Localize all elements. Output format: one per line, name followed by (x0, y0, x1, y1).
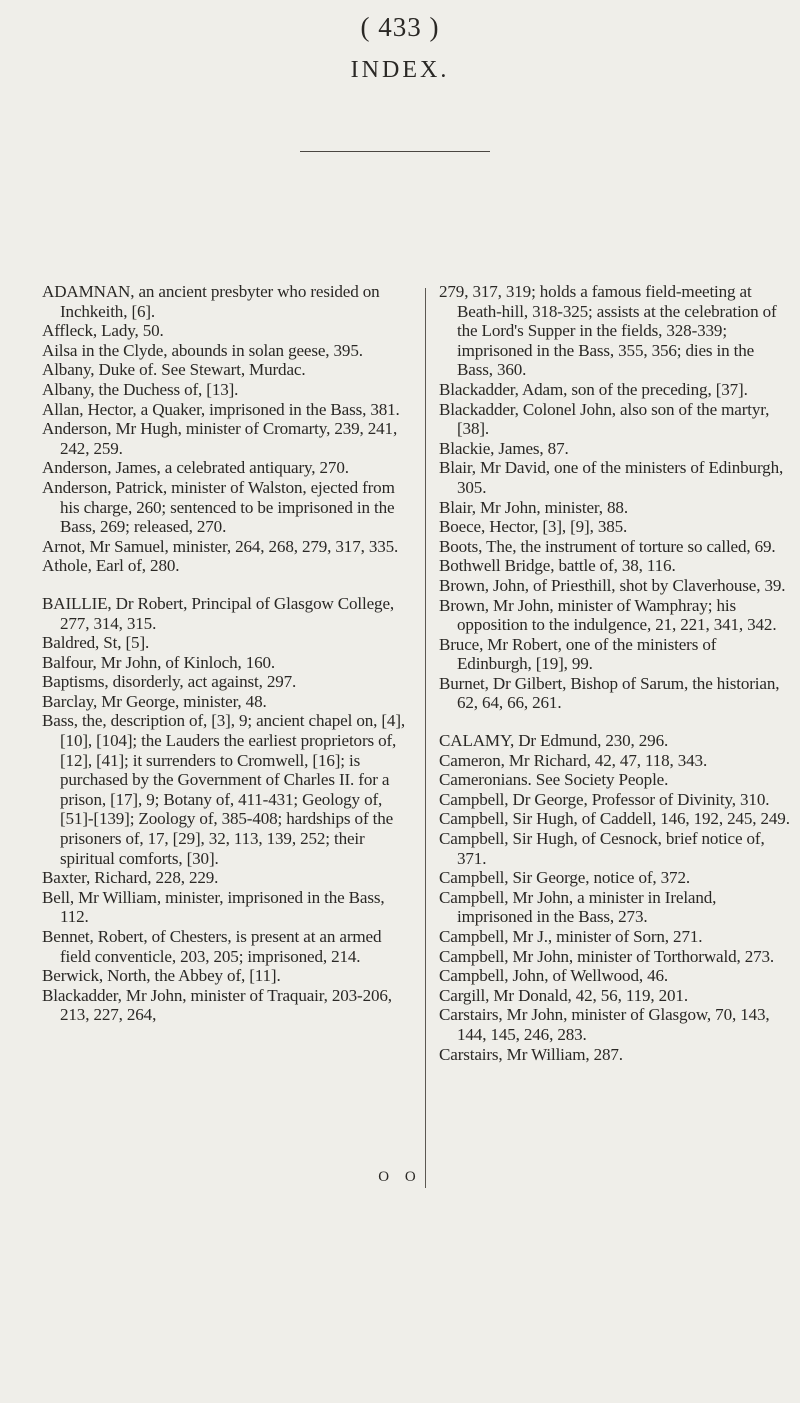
index-entry: Campbell, Mr John, minister of Torthorwald, 273. (439, 946, 775, 966)
index-entry: Bothwell Bridge, battle of, 38, 116. (439, 556, 676, 576)
index-entry: Blair, Mr John, minister, 88. (439, 497, 628, 517)
index-entry: Boece, Hector, [3], [9], 385. (439, 517, 628, 537)
page-title: INDEX. (350, 57, 450, 83)
index-entry: Boots, The, the instrument of torture so called, 69. (439, 536, 776, 556)
index-entry: Campbell, Mr J., minister of Sorn, 271. (439, 927, 703, 946)
index-entry: ADAMNAN, an ancient presbyter who resided on Inchkeith, [6]. (42, 282, 380, 321)
index-entry: Blackie, James, 87. (439, 438, 569, 458)
index-entry: Anderson, Patrick, minister of Walston, ejected from his charge, 260; sentenced to be imprisoned in the Bass, 269; released, 270. (42, 477, 395, 537)
index-entry: Campbell, Sir Hugh, of Caddell, 146, 192, 245, 249. (439, 809, 790, 829)
index-entry: Anderson, Mr Hugh, minister of Cromarty, 239, 241, 242, 259. (42, 419, 398, 458)
page-number: ( 433 ) (360, 12, 440, 42)
index-entry: Bell, Mr William, minister, imprisoned in the Bass, 112. (42, 887, 385, 927)
index-entry: Carstairs, Mr John, minister of Glasgow, 70, 143, 144, 145, 246, 283. (439, 1005, 770, 1044)
index-entry: Campbell, John, of Wellwood, 46. (439, 966, 669, 986)
index-entry: Anderson, James, a celebrated antiquary, 270. (42, 458, 349, 478)
index-entry: Carstairs, Mr William, 287. (439, 1044, 623, 1064)
index-entry: 279, 317, 319; holds a famous field-meeting at Beath-hill, 318-325; assists at the celebration of the Lord's Supper in the fields, 328-339; imprisoned in the Bass, 355, 356; dies in the Bass, 360. (439, 282, 777, 380)
index-entry: Albany, the Duchess of, [13]. (42, 379, 239, 399)
signature-mark: O O (378, 1169, 422, 1185)
index-entry: Cameronians. See Society People. (439, 770, 669, 790)
index-entry: Campbell, Dr George, Professor of Divinity, 310. (439, 789, 770, 809)
index-entry: Brown, Mr John, minister of Wamphray; his opposition to the indulgence, 21, 221, 341, 342. (439, 595, 777, 635)
index-entry: Athole, Earl of, 280. (42, 556, 180, 576)
title-rule (300, 151, 490, 152)
index-entry: Campbell, Mr John, a minister in Ireland, imprisoned in the Bass, 273. (439, 887, 717, 927)
index-entry: Baptisms, disorderly, act against, 297. (42, 672, 297, 692)
index-entry: Allan, Hector, a Quaker, imprisoned in the Bass, 381. (42, 399, 400, 419)
index-entry: Blair, Mr David, one of the ministers of Edinburgh, 305. (439, 458, 784, 497)
index-entry: Cameron, Mr Richard, 42, 47, 118, 343. (439, 750, 708, 770)
index-entry: Bennet, Robert, of Chesters, is present at an armed field conventicle, 203, 205; imprisoned, 214. (42, 927, 382, 966)
index-entry: Blackadder, Adam, son of the preceding, [37]. (439, 379, 748, 399)
index-entry: Arnot, Mr Samuel, minister, 264, 268, 279, 317, 335. (42, 536, 399, 556)
index-entry: Bass, the, description of, [3], 9; ancient chapel on, [4], [10], [104]; the Lauders the earliest proprietors of, [12], [41]; it surrenders to Cromwell, [16]; is purchased by the Government of Charles II. for a prison, [17], 9; Botany of, 411-431; Geology of, [51]-[139]; Zoology of, 385-408; hardships of the prisoners of, 17, [29], 32, 113, 139, 252; their spiritual comforts, [30]. (42, 711, 405, 868)
index-entry: BAILLIE, Dr Robert, Principal of Glasgow College, 277, 314, 315. (42, 593, 395, 633)
index-entry: Campbell, Sir George, notice of, 372. (439, 868, 690, 888)
index-entry: CALAMY, Dr Edmund, 230, 296. (439, 731, 669, 751)
index-entry: Burnet, Dr Gilbert, Bishop of Sarum, the historian, 62, 64, 66, 261. (439, 673, 780, 713)
index-entry: Bruce, Mr Robert, one of the ministers of Edinburgh, [19], 99. (439, 634, 717, 674)
index-entry: Campbell, Sir Hugh, of Cesnock, brief notice of, 371. (439, 829, 765, 868)
index-entry: Cargill, Mr Donald, 42, 56, 119, 201. (439, 985, 688, 1005)
index-entry: Blackadder, Colonel John, also son of the martyr, [38]. (439, 399, 770, 439)
index-entry: Albany, Duke of. See Stewart, Murdac. (42, 360, 306, 380)
index-entry: Brown, John, of Priesthill, shot by Claverhouse, 39. (439, 575, 786, 595)
index-entry: Baldred, St, [5]. (42, 633, 150, 653)
index-entry: Baxter, Richard, 228, 229. (42, 868, 219, 888)
index-column-right (439, 282, 793, 1064)
index-entry: Barclay, Mr George, minister, 48. (42, 691, 267, 711)
index-entry: Affleck, Lady, 50. (42, 321, 164, 341)
column-divider (425, 288, 426, 1188)
index-column-left (42, 282, 412, 1025)
index-entry: Ailsa in the Clyde, abounds in solan geese, 395. (42, 340, 363, 360)
index-entry: Blackadder, Mr John, minister of Traquair, 203-206, 213, 227, 264, (42, 985, 392, 1025)
index-entry: Balfour, Mr John, of Kinloch, 160. (42, 652, 276, 672)
index-entry: Berwick, North, the Abbey of, [11]. (42, 966, 281, 986)
